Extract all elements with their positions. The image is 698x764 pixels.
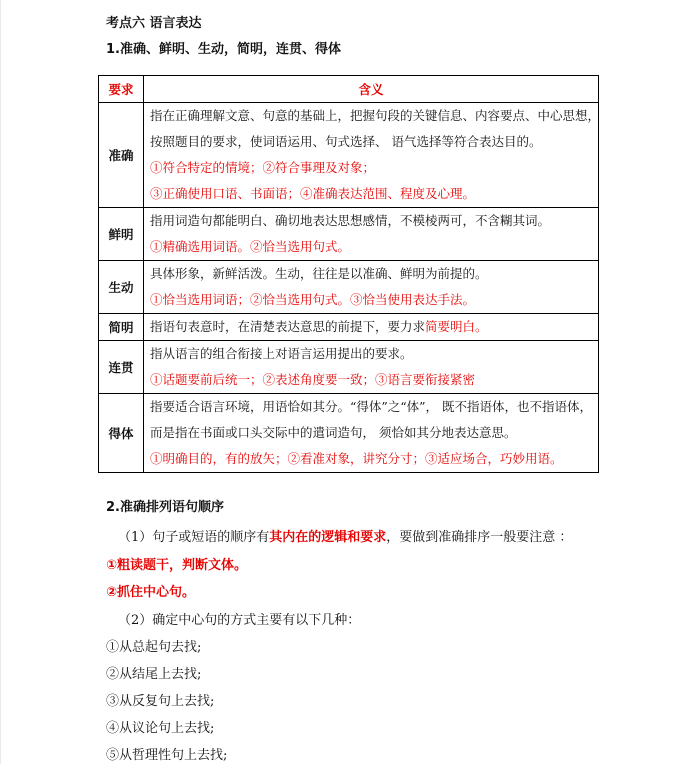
method-item: ③从反复句上去找; — [106, 694, 215, 709]
meaning-cell — [144, 341, 599, 394]
req-cell: 简明 — [99, 314, 144, 341]
intro-prefix: （1）句子或短语的顺序有 — [118, 530, 270, 545]
table-row — [99, 394, 599, 473]
method-item: ⑤从哲理性句上去找; — [106, 748, 228, 763]
req-cell: 准确 — [99, 103, 144, 208]
req-cell: 得体 — [99, 394, 144, 473]
meaning-points: ①明确目的，有的放矢；②看准对象，讲究分寸；③适应场合，巧妙用语。 — [150, 451, 563, 466]
meaning-text: 指用词造句都能明白、确切地表达思想感情，不模棱两可，不含糊其词。 — [150, 213, 551, 228]
meaning-cell — [144, 261, 599, 314]
requirements-table — [98, 75, 599, 473]
meaning-highlight: 简要明白。 — [425, 319, 488, 334]
meaning-text: 按照题目的要求，使词语运用、句式选择、 语气选择等符合表达目的。 — [150, 134, 542, 149]
meaning-points: ①精确选用词语。②恰当选用句式。 — [150, 239, 351, 254]
intro-suffix: ，要做到准确排序一般要注意 ： — [386, 530, 573, 545]
table-header-row — [99, 76, 599, 103]
ordering-intro — [118, 526, 572, 545]
table-row — [99, 208, 599, 261]
topic-heading: 考点六 语言表达 — [106, 16, 202, 31]
section-1-title: 1.准确、鲜明、生动，简明，连贯、得体 — [106, 42, 341, 57]
req-cell: 生动 — [99, 261, 144, 314]
method-item: ④从议论句上去找; — [106, 721, 215, 736]
table-row — [99, 261, 599, 314]
section-2-title: 2.准确排列语句顺序 — [106, 500, 224, 515]
header-requirement: 要求 — [99, 76, 144, 103]
page-edge — [0, 0, 1, 764]
meaning-text: 指从语言的组合衔接上对语言运用提出的要求。 — [150, 346, 413, 361]
meaning-points: ③正确使用口语、书面语；④准确表达范围、程度及心理。 — [150, 186, 476, 201]
intro-highlight: 其内在的逻辑和要求 — [269, 530, 387, 545]
method-item: ②从结尾上去找; — [106, 667, 202, 682]
meaning-cell — [144, 103, 599, 208]
meaning-points: ①恰当选用词语；②恰当选用句式。③恰当使用表达手法。 — [150, 292, 476, 307]
meaning-cell — [144, 208, 599, 261]
req-cell: 鲜明 — [99, 208, 144, 261]
table-row — [99, 314, 599, 341]
table-row — [99, 103, 599, 208]
table-row — [99, 341, 599, 394]
meaning-points: ①符合特定的情境；②符合事理及对象； — [150, 160, 376, 175]
point-1: ①粗读题干，判断文体。 — [106, 558, 248, 573]
point-2: ②抓住中心句。 — [106, 585, 196, 600]
meaning-text: 具体形象，新鲜活泼。生动，往往是以准确、鲜明为前提的。 — [150, 266, 488, 281]
meaning-prefix: 指语句表意时，在清楚表达意思的前提下，要力求 — [150, 319, 426, 334]
req-cell: 连贯 — [99, 341, 144, 394]
header-meaning: 含义 — [144, 76, 599, 103]
meaning-text: 指要适合语言环境，用语恰如其分。“得体”之“体”， 既不指语体，也不指语体， — [150, 399, 593, 414]
method-item: ①从总起句去找; — [106, 640, 202, 655]
meaning-cell — [144, 314, 599, 341]
methods-title: （2）确定中心句的方式主要有以下几种： — [118, 613, 361, 628]
meaning-text: 指在正确理解文意、句意的基础上，把握句段的关键信息、内容要点、中心思想， — [150, 108, 601, 123]
meaning-cell — [144, 394, 599, 473]
meaning-text: 而是指在书面或口头交际中的遣词造句， 须恰如其分地表达意思。 — [150, 425, 517, 440]
meaning-points: ①话题要前后统一；②表述角度要一致；③语言要衔接紧密 — [150, 372, 476, 387]
meaning-text — [150, 314, 594, 340]
